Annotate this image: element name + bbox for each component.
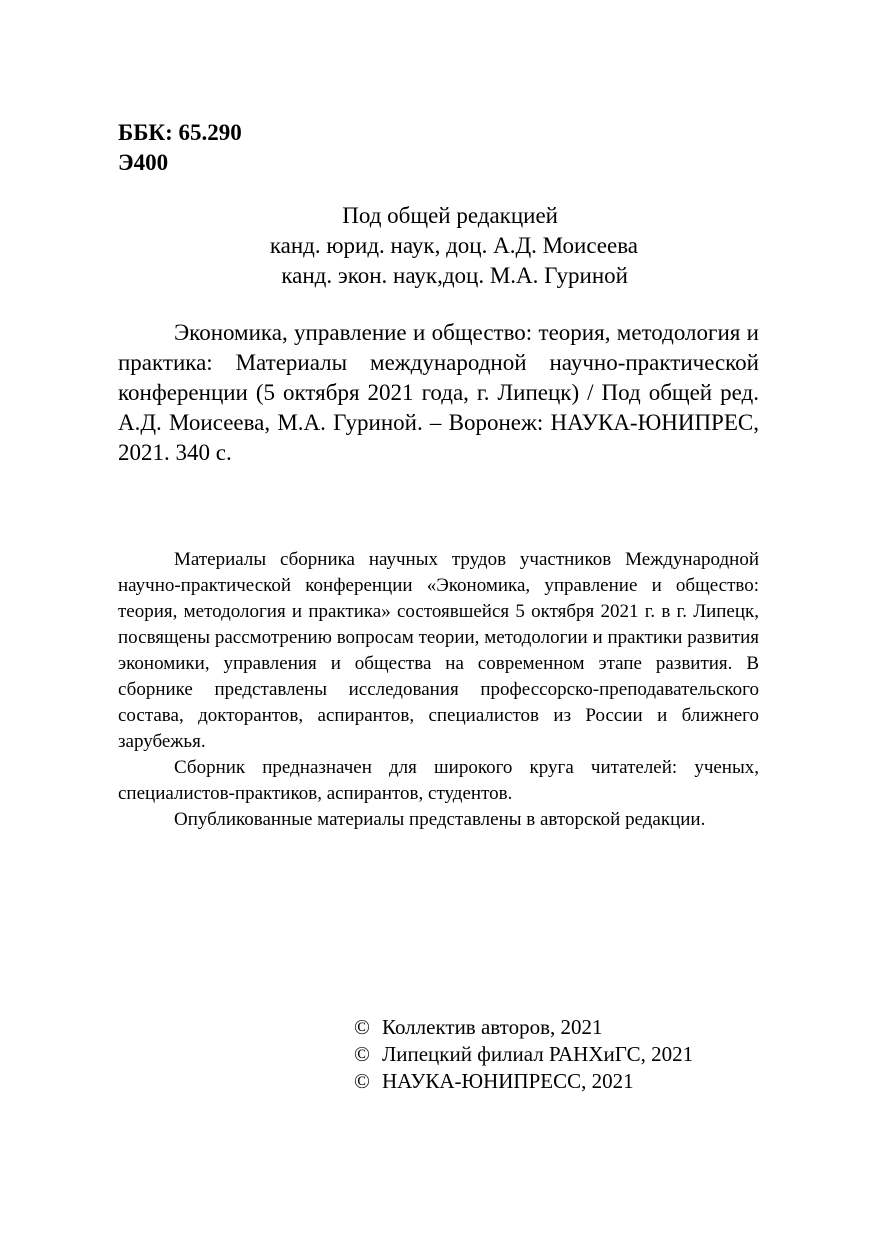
editor-moiseev: канд. юрид. наук, доц. А.Д. Моисеева — [269, 233, 638, 258]
editorial-block — [118, 201, 758, 291]
annotation-paragraph: Материалы сборника научных трудов участников Международной научно-практической конференции «Экономика, управление и общество: теория, методология и практика» состоявшейся 5 октября 2021 г. в г. Липецк, посвящены рассмотрению вопросам теории, методологии и практики развития экономики, управления и общества на современном этапе развития. В сборнике представлены исследования профессорско-преподавательского состава, докторантов, аспирантов, специалистов из России и ближнего зарубежья. — [118, 549, 759, 752]
classification-block — [118, 118, 242, 178]
copyright-block — [354, 1014, 693, 1095]
annotation-block — [118, 547, 759, 833]
copyright-line — [354, 1041, 693, 1068]
editor-gurina: канд. экон. наук,доц. М.А. Гуриной — [281, 263, 628, 288]
copyright-icon: © — [354, 1069, 370, 1093]
copyright-holder: Липецкий филиал РАНХиГС, 2021 — [382, 1042, 694, 1066]
author-mark: Э400 — [118, 150, 169, 175]
annotation-paragraph: Сборник предназначен для широкого круга читателей: ученых, специалистов-практиков, аспирантов, студентов. — [118, 757, 759, 804]
copyright-line — [354, 1068, 693, 1095]
bibliographic-citation: Экономика, управление и общество: теория, методология и практика: Материалы международной научно-практической конференции (5 октября 2021 года, г. Липецк) / Под общей ред. А.Д. Моисеева, М.А. Гуриной. – Воронеж: НАУКА-ЮНИПРЕС, 2021. 340 с. — [118, 320, 759, 465]
editorial-heading: Под общей редакцией — [342, 203, 558, 228]
bbk-index: ББК: 65.290 — [118, 120, 242, 145]
copyright-icon: © — [354, 1015, 370, 1039]
annotation-paragraph: Опубликованные материалы представлены в авторской редакции. — [174, 809, 706, 830]
copyright-holder: НАУКА-ЮНИПРЕСС, 2021 — [382, 1069, 634, 1093]
copyright-holder: Коллектив авторов, 2021 — [382, 1015, 603, 1039]
copyright-line — [354, 1014, 693, 1041]
copyright-icon: © — [354, 1042, 370, 1066]
